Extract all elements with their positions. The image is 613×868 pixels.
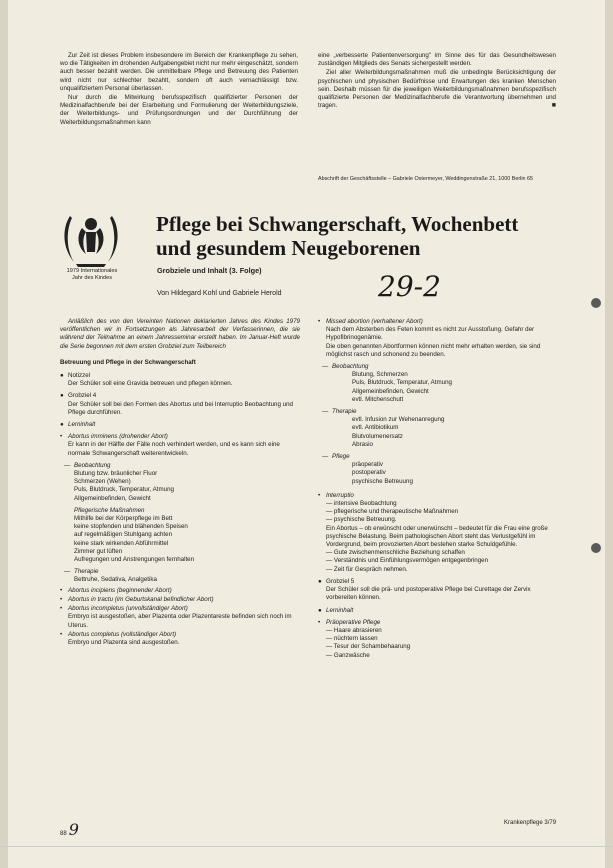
sublist-line: auf regelmäßigen Stuhlgang achten [74,531,173,539]
item-text: Die oben genannten Abortformen können nicht mehr erhalten werden, sie sind möglichst rasch und schonend zu beenden. [326,342,541,358]
sublist-line: pflegerische und therapeutische Maßnahmen [333,508,459,516]
sublist-line: psychische Betreuung [352,477,413,485]
punch-hole-bottom [591,543,601,553]
list-item: • Präoperative Pflege — Haare abrasieren — nüchtern lassen — Tesur der Schambehaarung — Ganzwäsche [318,619,558,660]
sublist-label: Therapie [332,408,357,416]
item-heading: Lerninhalt [68,421,96,429]
bullet: ● [60,372,64,380]
sublist-line: Puls, Blutdruck, Temperatur, Atmung [352,379,452,387]
sublist-label: Pflege [332,453,350,461]
title-line: und gesundem Neugeborenen [156,236,421,260]
paragraph: Zur Zeit ist dieses Problem insbesondere im Bereich der Krankenpflege zu sehen, wo die Tätigkeiten im drohenden Aufgabengebiet nicht nur mehr eingeschätzt, sondern auch besser bezahlt werden. Die unmittelbare Pflege und Betreuung des Patienten wird nicht nur schlechter bezahlt, sondern oft auch vernachlässigt bzw. unqualifiziertem Personal überlassen. [60,52,298,92]
sublist-line: Bettruhe, Sedativa, Analgetika [74,576,157,584]
list-item [60,392,300,417]
article-subtitle: Grobziele und Inhalt (3. Folge) [157,266,262,275]
sublist-line: Schmerzen (Wehen) [74,478,131,486]
iyc-logo-icon [56,208,126,270]
item-text: Der Schüler soll eine Gravida betreuen und pflegen können. [68,380,233,388]
paragraph: Nur durch die Mitwirkung berufsspezifisch qualifizierter Personen der Medizinalfachberufe bei der Erarbeitung und Formulierung der Weiterbildungsziele, der Weiterbildungs- und Prüfungsordnungen und der Durchführung der Weiterbildungsmaßnahmen kann [60,94,298,126]
sublist-line: Allgemeinbefinden, Gewicht [74,494,151,502]
sublist-line: Ganzwäsche [333,651,370,659]
top-left-column [60,52,298,128]
list-item [60,631,300,647]
sublist-line: Blutvolumenersatz [352,432,403,440]
top-right-column [318,52,556,111]
sublist-line: Mithilfe bei der Körperpflege im Bett [74,515,173,523]
item-heading: Grobziel 5 [326,577,355,585]
sublist-line: nüchtern lassen [333,635,378,643]
item-heading: Missed abortion (verhaltener Abort) [326,318,423,325]
list-item [60,587,300,595]
sublist: — Pflege präoperativ postoperativ psychische Betreuung [318,453,558,486]
sublist-line: Tesur der Schambehaarung [333,643,411,651]
list-item: • Missed abortion (verhaltener Abort) Nach dem Absterben des Feten kommt es nicht zur Ausstoßung. Gefahr der Hypofibrinogenämie. Die oben genannten Abortformen können nicht mehr erhalten werden, sie sind möglichst rasch und schonend zu beenden. [318,318,558,359]
sublist-line: Gute zwischenmenschliche Beziehung schaffen [333,549,465,557]
list-item: • Interruptio — intensive Beobachtung — pflegerische und therapeutische Maßnahmen — psychische Betreuung. Ein Abortus – ob erwünscht oder unerwünscht – bedeutet für die Frau eine große psychische Belastung. Beim pathologischen Abort steht das Verlustgefühl im Vordergrund, beim provozierten Abort bestehen starke Schuldgefühle. — Gute zwischenmenschliche Beziehung schaffen — Verständnis und Einfühlungsvermögen entgegenbringen — Zeit für Gespräch nehmen. [318,492,558,574]
sublist-line: evtl. Mitchenschutt [352,395,404,403]
sublist-label: Beobachtung [332,363,369,371]
item-text: Embryo und Plazenta sind ausgestoßen. [68,638,180,646]
paragraph: eine „verbesserte Patientenversorgung" im Sinne des für das Gesundheitswesen zuständigen Mitglieds des Senats sichergestellt werden. [318,52,556,68]
list-item [60,372,300,388]
sublist: — Beobachtung Blutung, Schmerzen Puls, Blutdruck, Temperatur, Atmung Allgemeinbefinden, Gewicht evtl. Mitchenschutt [318,363,558,404]
item-heading: Abortus completus (vollständiger Abort) [68,630,177,638]
intro-paragraph: Anläßlich des von den Vereinten Nationen deklarierten Jahres des Kindes 1979 veröffentlichen wir in Fortsetzungen als Jahresarbeit der Verfasserinnen, die sie während der Teilnahme an einem Jahresseminar erstellt haben. Im Januar-Heft wurde die Serie begonnen mit dem ersten Grobziel zum Teilbereich [60,318,300,350]
end-mark: ■ [551,102,556,110]
sublist-label: Beobachtung [74,461,111,469]
sublist-line: Blutung bzw. bräunlicher Fluor [74,470,158,478]
item-text: Embryo ist ausgestoßen, aber Plazenta oder Plazentareste befinden sich noch im Uterus. [68,613,292,629]
article-authors: Von Hildegard Kohl und Gabriele Herold [157,290,282,297]
bullet: ● [60,392,64,400]
sublist-label: Therapie [74,568,99,576]
body-left-column [60,318,300,651]
divider [0,846,613,847]
list-item: ● Lerninhalt [318,607,558,615]
bullet: • [60,586,63,594]
sublist-line: keine stopfenden und blähenden Speisen [74,523,188,531]
bullet: ● [60,421,64,429]
item-heading: Abortus incompletus (unvollständiger Abort) [68,605,188,613]
item-heading: Notizzel [68,372,91,380]
list-item [60,596,300,604]
sublist-line: Verständnis und Einfühlungsvermögen entgegenbringen [333,557,489,565]
bullet: • [60,605,63,613]
list-item: ● Grobziel 5 Der Schüler soll die prä- und postoperative Pflege bei Curettage der Zervix vorbereiten können. [318,578,558,603]
article-title [156,212,576,260]
page-number: 88 9 [60,820,79,839]
sublist: — Therapie Bettruhe, Sedativa, Analgetika [60,568,300,584]
sublist-line: Blutung, Schmerzen [352,371,408,379]
body-right-column [318,318,558,664]
sublist-line: evtl. Infusion zur Wehenanregung [352,416,445,424]
item-text: Der Schüler soll die prä- und postoperative Pflege bei Curettage der Zervix vorbereiten können. [326,586,531,602]
logo-caption [52,268,132,282]
item-text: Der Schüler soll bei den Formen des Abortus und bei Interruptio Beobachtung und Pflege durchführen. [68,400,293,416]
item-heading: Abortus imminens (drohender Abort) [68,433,168,441]
sublist: — Therapie evtl. Infusion zur Wehenanregung evtl. Antibiotikum Blutvolumenersatz Abrasio [318,408,558,449]
sublist: — Beobachtung Blutung bzw. bräunlicher Fluor Schmerzen (Wehen) Puls, Blutdruck, Temperatur, Atmung Allgemeinbefinden, Gewicht [60,462,300,503]
sublist-line: postoperativ [352,469,386,477]
sublist [60,507,300,564]
sublist-line: keine stark wirkenden Abführmittel [74,539,169,547]
handwritten-note: 29-2 [378,270,441,303]
sublist-line: evtl. Antibiotikum [352,424,399,432]
sublist-line: intensive Beobachtung [333,500,397,508]
item-heading: Präoperative Pflege [326,618,381,626]
item-heading: Abortus in tractu (im Geburtskanal befindlicher Abort) [68,595,214,603]
right-page-edge [605,0,613,868]
sublist-line: Haare abrasieren [333,626,382,634]
item-text: Ein Abortus – ob erwünscht oder unerwünscht – bedeutet für die Frau eine große psychische Belastung. Beim pathologischen Abort steht das Verlustgefühl im Vordergrund, beim provozierten Abort bestehen starke Schuldgefühle. [326,524,548,549]
item-heading: Grobziel 4 [68,392,97,400]
list-item [60,421,300,429]
item-text: Nach dem Absterben des Feten kommt es nicht zur Ausstoßung. Gefahr der Hypofibrinogenämie. [326,326,535,342]
sublist-line: psychische Betreuung. [333,516,397,524]
sublist-line: Allgemeinbefinden, Gewicht [352,387,429,395]
item-text: Er kann in der Hälfte der Fälle noch verhindert werden, und es kann sich eine normale Schwangerschaft weiterentwickeln. [68,441,280,457]
logo-caption-line: Jahr des Kindes [71,275,113,281]
sublist-label: Pflegerische Maßnahmen [74,506,145,514]
sublist-line: Zeit für Gespräch nehmen. [333,565,408,573]
item-heading: Abortus incipiens (beginnender Abort) [68,586,172,594]
sublist-line: Aufregungen und Anstrengungen fernhalten [74,556,195,564]
section-heading: Betreuung und Pflege in der Schwangerschaft [60,358,196,366]
list-item [60,433,300,458]
punch-hole-top [591,298,601,308]
item-heading: Lerninhalt [326,606,354,614]
sublist-line: präoperativ [352,461,383,469]
item-heading: Interruptio [326,491,354,499]
sublist-line: Abrasio [352,440,373,448]
sublist-line: Puls, Blutdruck, Temperatur, Atmung [74,486,174,494]
list-item [60,605,300,630]
sublist-line: Zimmer gut lüften [74,547,123,555]
bullet: • [60,595,63,603]
source-note: Abschrift der Geschäftsstelle – Gabriele Ostermeyer, Weddingenstraße 21, 1000 Berlin 65 [318,176,534,182]
left-page-edge [0,0,8,868]
bullet: • [60,630,63,638]
bullet: • [60,433,63,441]
journal-footer: Krankenpflege 3/79 [504,820,557,826]
handwritten-page-number: 9 [68,820,79,839]
paragraph: Ziel aller Weiterbildungsmaßnahmen muß die unbedingte Berücksichtigung der psychischen und physischen Bedürfnisse und Erwartungen des kranken Menschen sein. Deshalb müssen für die jeweiligen Weiterbildungsmaßnahmen berufsspezifisch qualifizierte Personen der Medizinalfachberufe die Verantwortung übernehmen und tragen. [318,69,556,110]
logo-caption-line: 1979 Internationales [66,268,118,274]
title-line: Pflege bei Schwangerschaft, Wochenbett [156,212,519,236]
